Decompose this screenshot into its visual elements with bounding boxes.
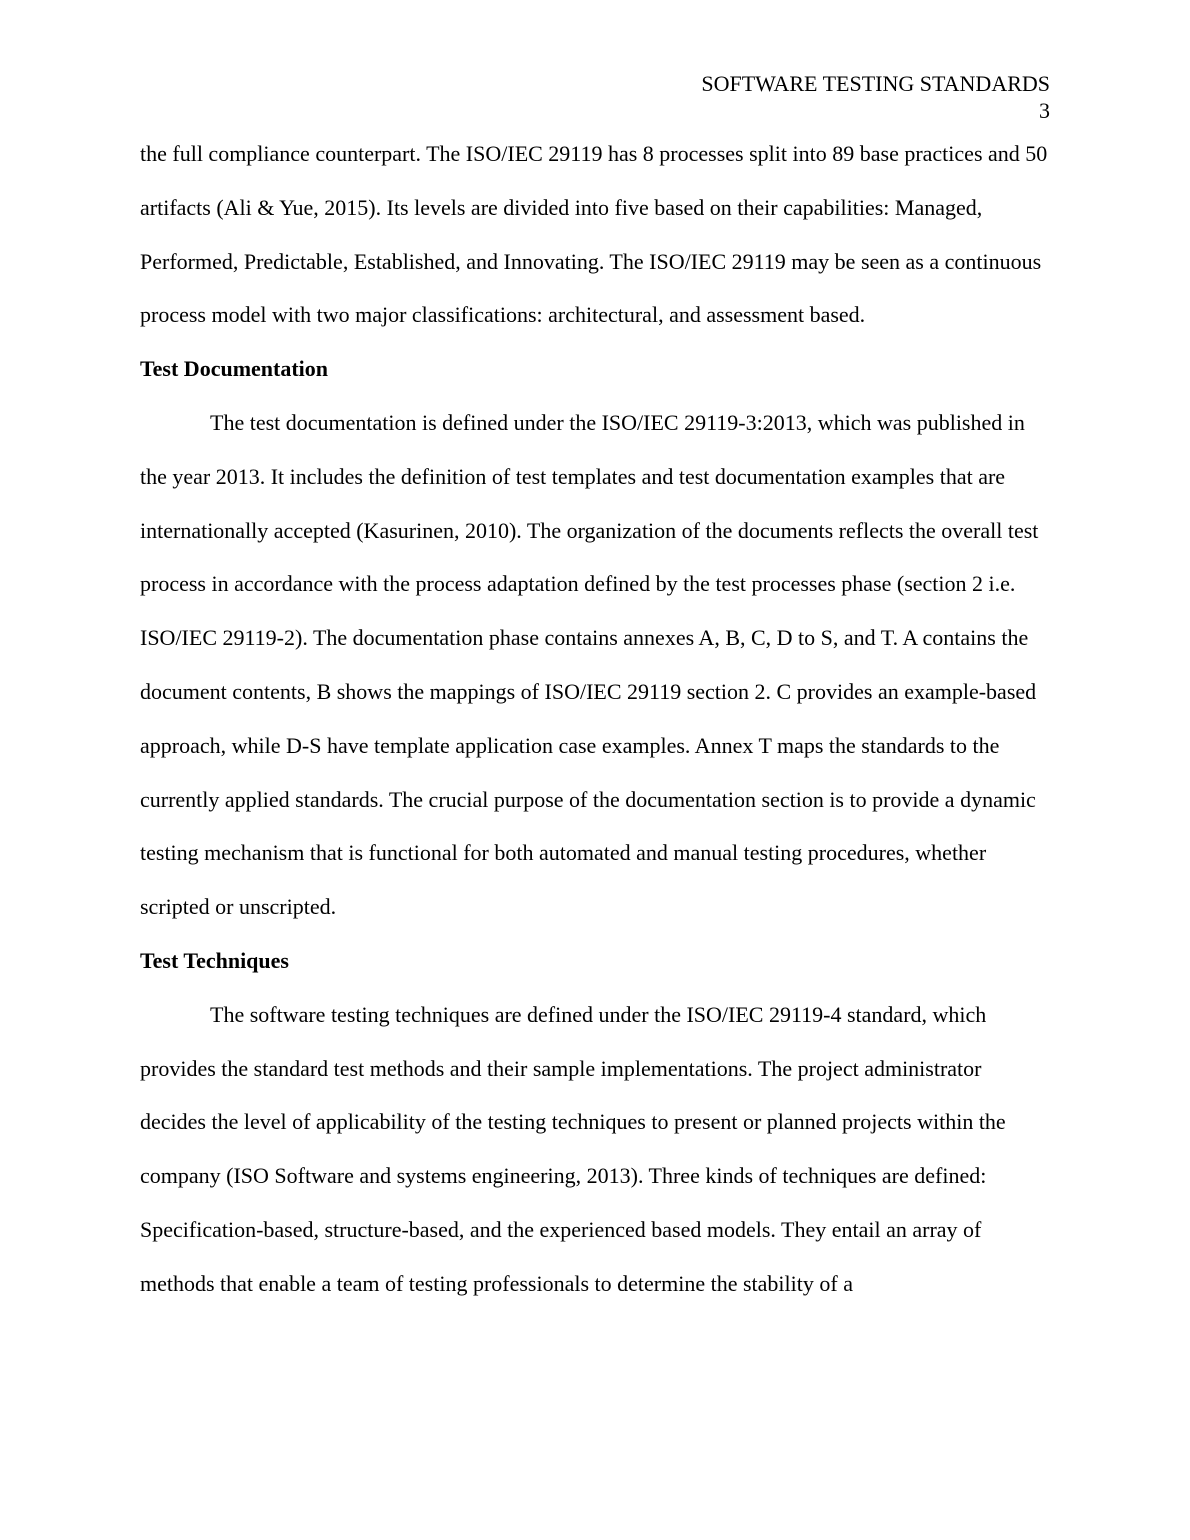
paragraph-test-techniques: The software testing techniques are defined under the ISO/IEC 29119-4 standard, which provides the standard test methods and their sample implementations. The project administrator decides the level of applicability of the testing techniques to present or planned projects within the company (ISO Software and systems engineering, 2013). Three kinds of techniques are defined: Specification-based, structure-based, and the experienced based models. They entail an array of methods that enable a team of testing professionals to determine the stability of a xyxy=(140,1001,1006,1296)
page-number: 3 xyxy=(1039,98,1050,123)
running-head-title: SOFTWARE TESTING STANDARDS xyxy=(701,71,1050,96)
page-header xyxy=(701,70,1050,124)
section-heading-test-techniques: Test Techniques xyxy=(140,947,289,973)
paragraph-continued: the full compliance counterpart. The ISO/IEC 29119 has 8 processes split into 89 base practices and 50 artifacts (Ali & Yue, 2015). Its levels are divided into five based on their capabilities: Managed, Performed, Predictable, Established, and Innovating. The ISO/IEC 29119 may be seen as a continuous process model with two major classifications: architectural, and assessment based. xyxy=(140,141,1048,328)
document-body xyxy=(140,127,1052,1311)
paragraph-test-documentation: The test documentation is defined under the ISO/IEC 29119-3:2013, which was published in the year 2013. It includes the definition of test templates and test documentation examples that are internationally accepted (Kasurinen, 2010). The organization of the documents reflects the overall test process in accordance with the process adaptation defined by the test processes phase (section 2 i.e. ISO/IEC 29119-2). The documentation phase contains annexes A, B, C, D to S, and T. A contains the document contents, B shows the mappings of ISO/IEC 29119 section 2. C provides an example-based approach, while D-S have template application case examples. Annex T maps the standards to the currently applied standards. The crucial purpose of the documentation section is to provide a dynamic testing mechanism that is functional for both automated and manual testing procedures, whether scripted or unscripted. xyxy=(140,409,1039,920)
section-heading-test-documentation: Test Documentation xyxy=(140,356,329,382)
